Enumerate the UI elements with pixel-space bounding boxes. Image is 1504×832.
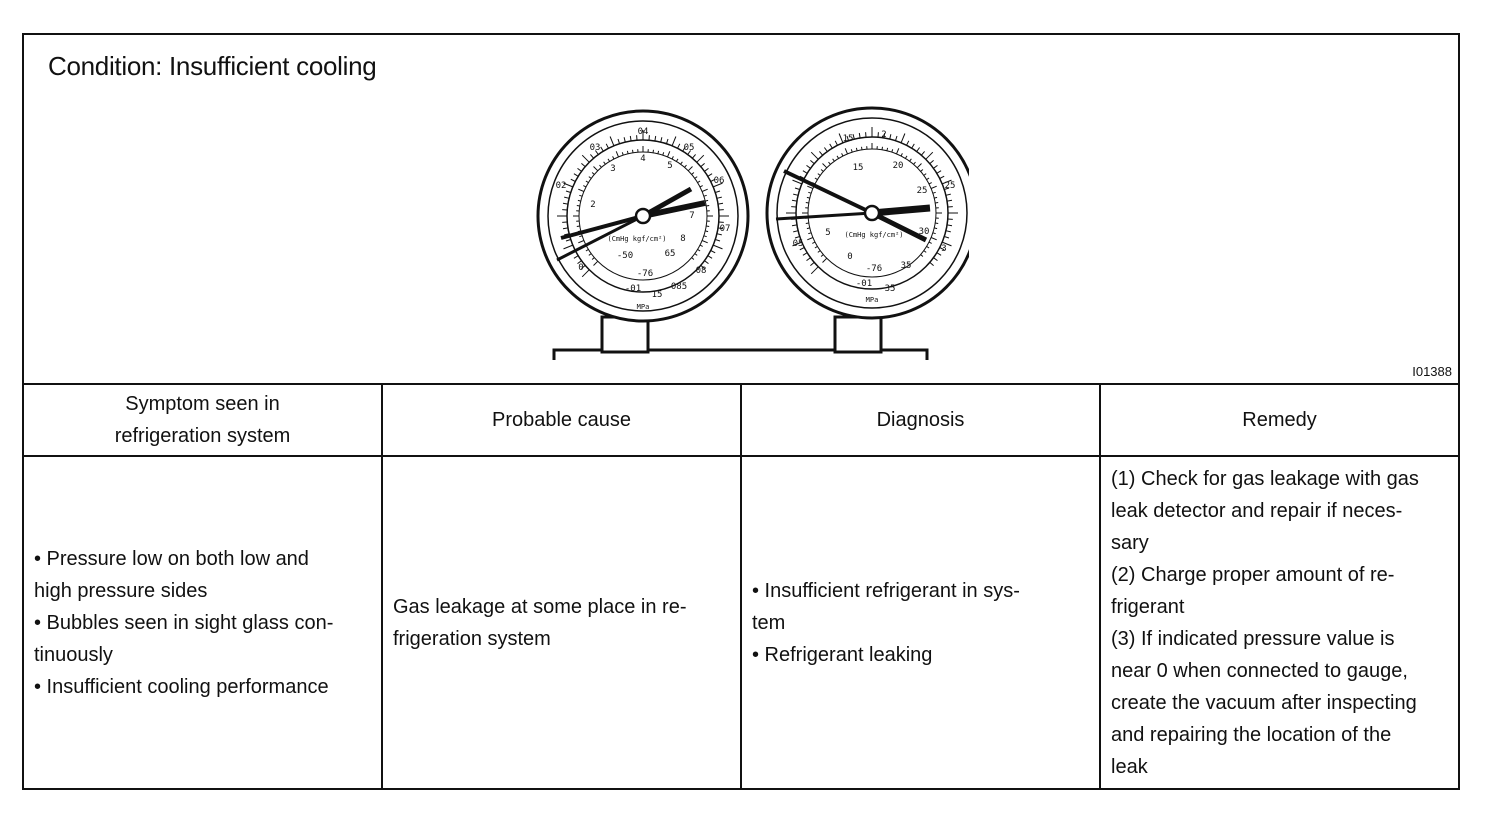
header-probable-cause: Probable cause xyxy=(383,384,742,457)
condition-table xyxy=(24,384,1458,788)
figure-panel xyxy=(24,35,1458,385)
high-inner-tick: 20 xyxy=(892,161,904,171)
dial-tick-mark xyxy=(862,147,863,150)
figure-id: I01388 xyxy=(1412,364,1452,379)
high-inner-tick: 0 xyxy=(847,252,853,262)
high-inner-tick: -01 xyxy=(855,279,873,289)
dial-tick-mark xyxy=(627,151,628,154)
cell-diagnosis: • Insufficient refrigerant in sys- tem • Refrigerant leaking xyxy=(742,457,1101,788)
dial-tick-mark xyxy=(887,148,888,151)
dial-tick-mark xyxy=(577,206,580,207)
low-inner-tick: -76 xyxy=(636,269,654,279)
dial-tick-mark xyxy=(934,197,937,198)
low-inner-tick: 5 xyxy=(667,161,673,171)
cell-symptom: • Pressure low on both low and high pressure sides • Bubbles seen in sight glass con- tinuously • Insufficient cooling performance xyxy=(24,457,383,788)
header-diagnosis: Diagnosis xyxy=(742,384,1101,457)
manifold-gauge-illustration xyxy=(509,95,969,365)
low-inner-tick: 4 xyxy=(640,154,646,164)
low-inner-tick: 7 xyxy=(689,211,695,221)
cell-remedy: (1) Check for gas leakage with gas leak detector and repair if neces- sary (2) Charge proper amount of re- frigerant (3) If indicated pressure value is near 0 when connected to gauge, create the vacuum after inspecting and repairing the location of the leak xyxy=(1111,467,1419,778)
dial-tick-mark xyxy=(706,226,709,227)
high-inner-tick: 15 xyxy=(852,163,864,173)
high-outer-tick: 3 xyxy=(941,244,947,254)
low-inner-tick: -01 xyxy=(624,284,642,294)
high-unit-label: (CmHg kgf/cm²) xyxy=(844,231,904,239)
low-outer-tick: 08 xyxy=(695,266,707,276)
dial-tick-mark xyxy=(806,223,809,224)
high-unit-bottom: MPa xyxy=(865,296,879,304)
low-outer-tick: 03 xyxy=(589,143,601,153)
low-needle-hub xyxy=(636,209,650,223)
header-remedy: Remedy xyxy=(1101,384,1458,457)
dial-tick-mark xyxy=(935,223,938,224)
low-outer-tick: 07 xyxy=(719,224,731,234)
high-needle-hub xyxy=(865,206,879,220)
dial-tick-mark xyxy=(577,226,580,227)
low-inner-tick: 8 xyxy=(680,234,686,244)
low-inner-tick: 2 xyxy=(590,200,596,210)
dial-tick-mark xyxy=(633,150,634,153)
low-inner-tick: 0 xyxy=(578,263,584,273)
low-outer-tick: 15 xyxy=(651,290,663,300)
low-unit-label: (CmHg kgf/cm²) xyxy=(607,235,667,243)
header-symptom: Symptom seen in refrigeration system xyxy=(24,384,383,457)
high-outer-tick: 2 xyxy=(881,130,887,140)
dial-tick-mark xyxy=(807,197,810,198)
condition-title: Condition: Insufficient cooling xyxy=(48,51,377,81)
high-outer-tick: 35 xyxy=(884,284,896,294)
low-inner-tick: -50 xyxy=(616,251,634,261)
dial-tick-mark xyxy=(934,228,937,229)
dial-tick-mark xyxy=(935,203,938,204)
low-outer-tick: 05 xyxy=(683,143,695,153)
high-gauge-stem xyxy=(835,317,881,352)
low-inner-tick: 3 xyxy=(610,164,616,174)
condition-frame xyxy=(22,33,1460,790)
cell-probable-cause: Gas leakage at some place in re- frigeration system xyxy=(383,457,742,788)
dial-tick-mark xyxy=(578,200,581,201)
high-inner-tick: 30 xyxy=(918,227,930,237)
high-inner-tick: 35 xyxy=(900,261,912,271)
low-inner-tick: 65 xyxy=(664,249,676,259)
high-inner-tick: -76 xyxy=(865,264,883,274)
high-outer-tick: 15 xyxy=(842,134,854,144)
dial-tick-mark xyxy=(653,150,654,153)
dial-tick-mark xyxy=(856,148,857,151)
low-outer-tick: 06 xyxy=(713,176,725,186)
dial-tick-mark xyxy=(658,151,659,154)
low-outer-tick: 02 xyxy=(555,181,567,191)
dial-tick-mark xyxy=(705,231,708,232)
high-needle-b-tail xyxy=(872,208,930,213)
high-inner-tick: 5 xyxy=(825,228,831,238)
high-outer-tick: 25 xyxy=(944,181,956,191)
low-pressure-gauge xyxy=(538,111,748,321)
high-inner-tick: 25 xyxy=(916,186,928,196)
low-outer-tick: 04 xyxy=(637,127,649,137)
dial-tick-mark xyxy=(706,206,709,207)
high-pressure-gauge xyxy=(767,108,969,318)
high-outer-tick: 05 xyxy=(792,239,804,249)
dial-tick-mark xyxy=(806,203,809,204)
low-outer-tick: 085 xyxy=(670,282,688,292)
dial-tick-mark xyxy=(807,228,810,229)
low-unit-bottom: MPa xyxy=(636,303,650,311)
dial-tick-mark xyxy=(705,200,708,201)
dial-tick-mark xyxy=(882,147,883,150)
